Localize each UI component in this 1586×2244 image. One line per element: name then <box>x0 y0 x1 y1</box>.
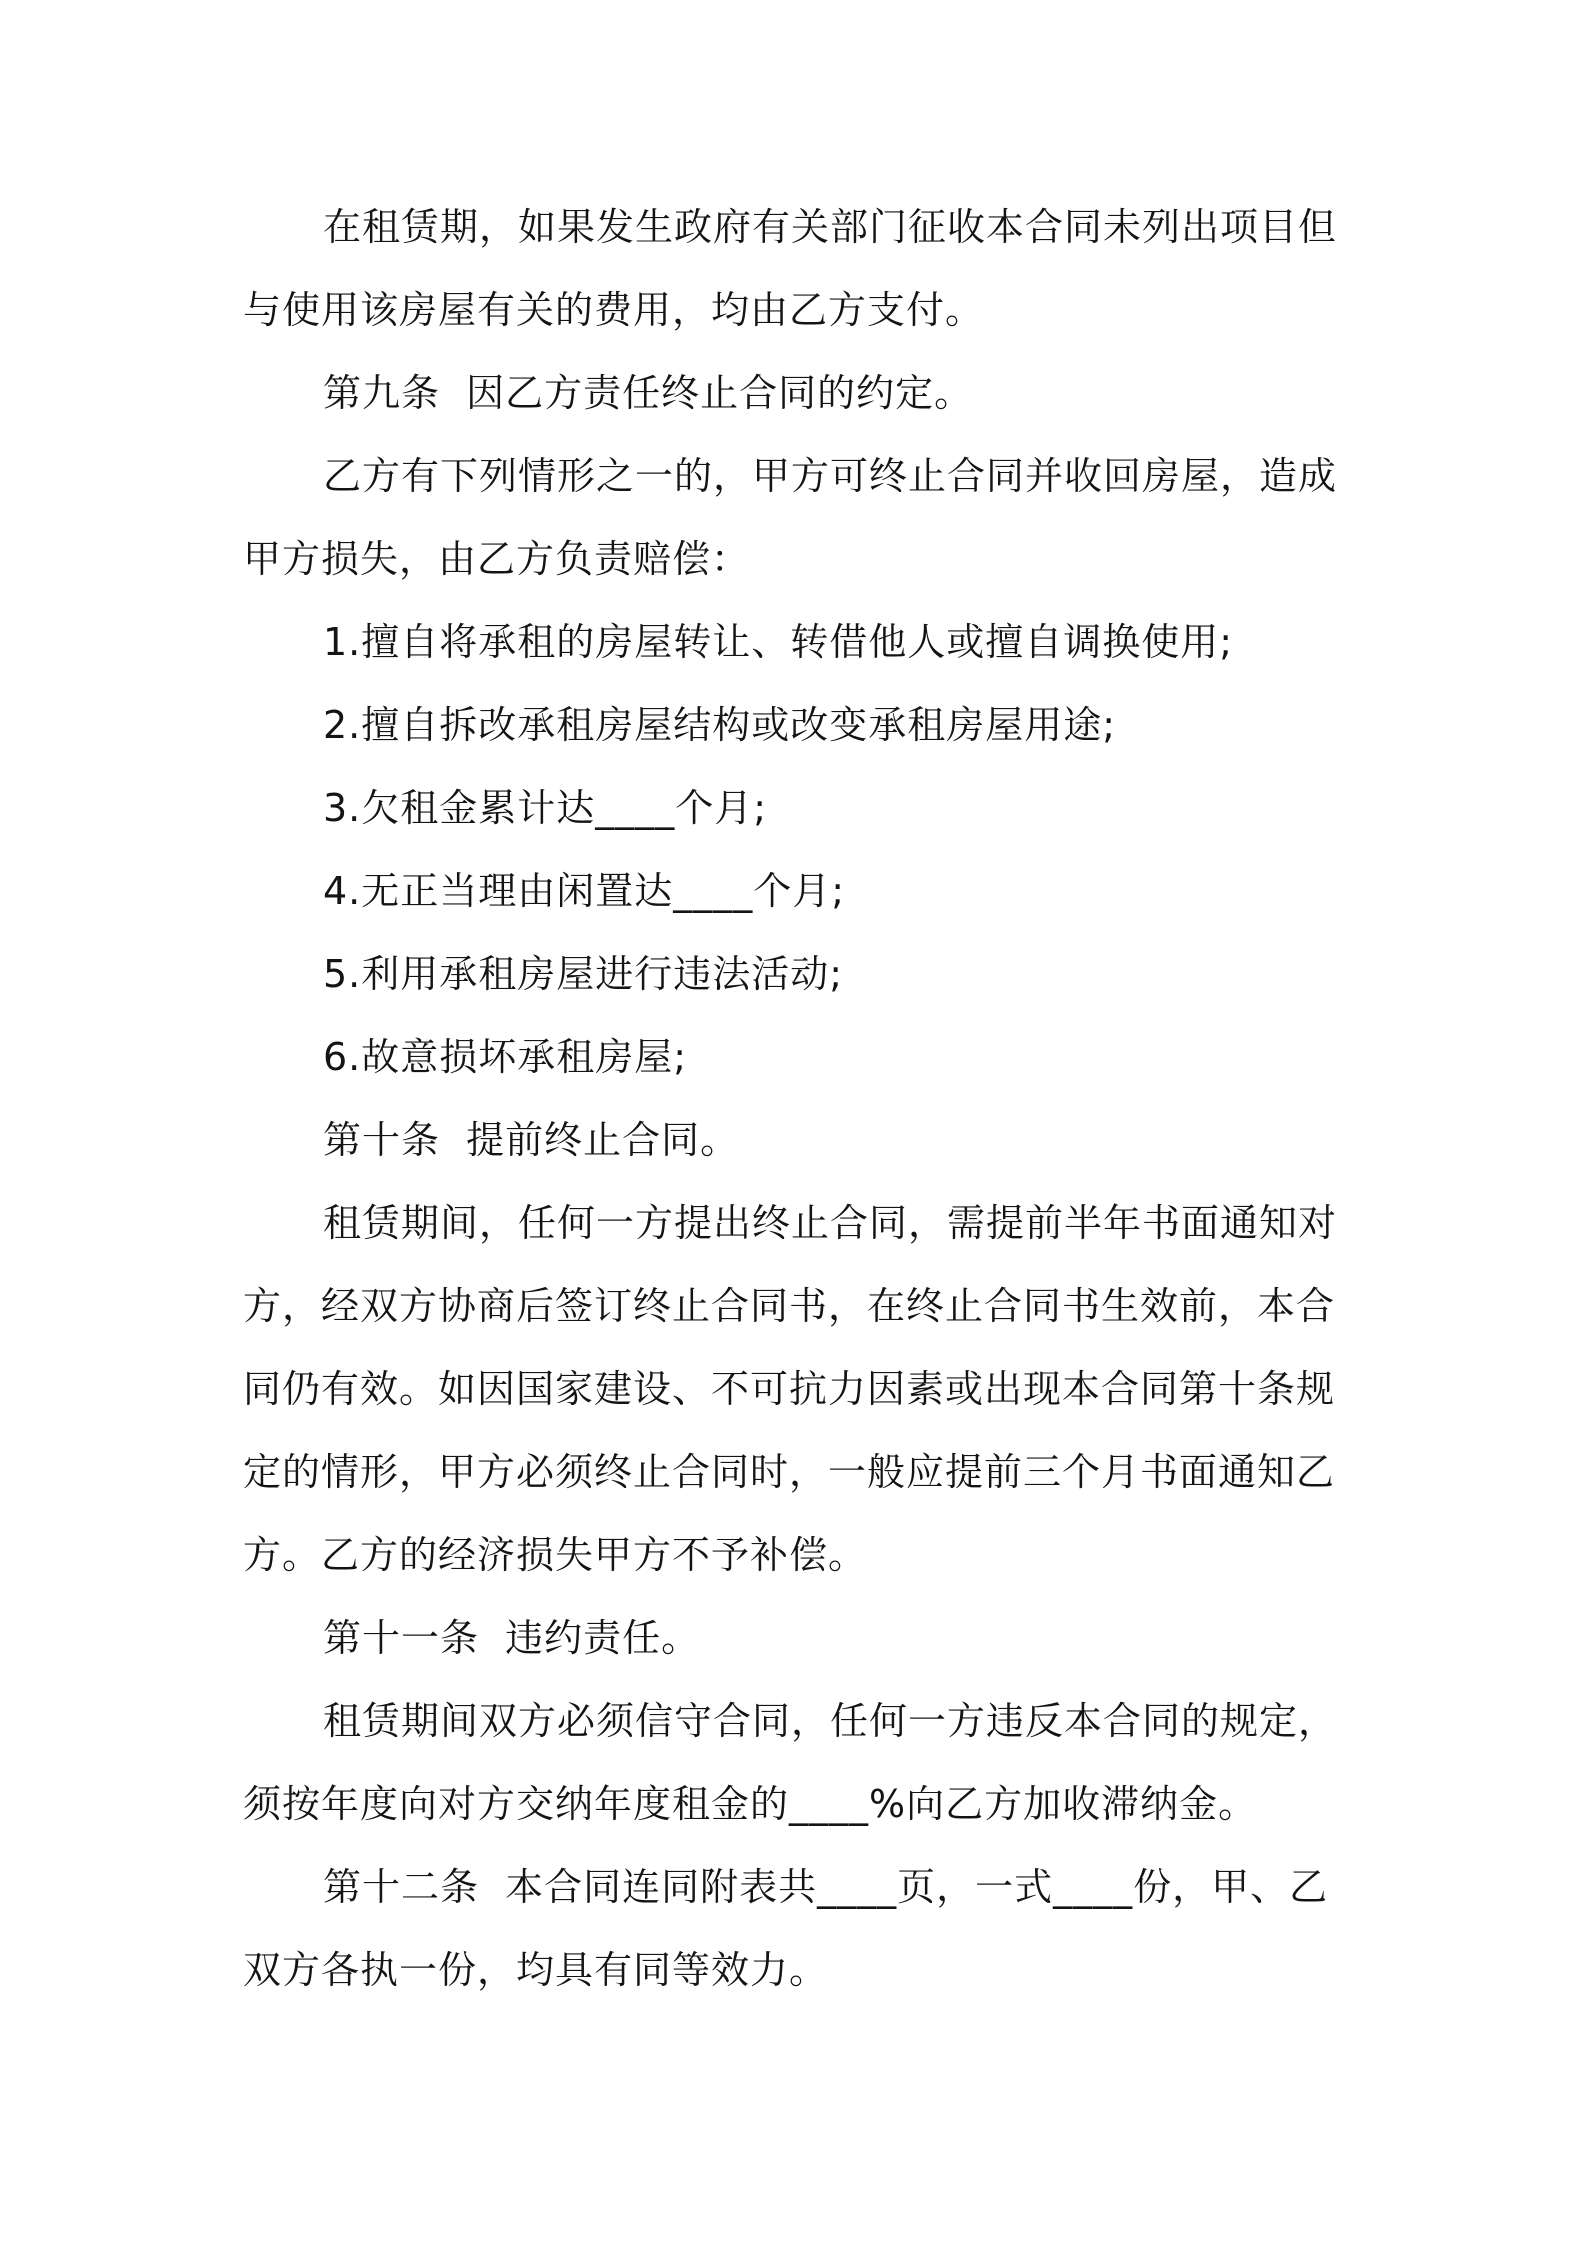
list-item-5: 5.利用承租房屋进行违法活动; <box>323 952 844 996</box>
list-item-3: 3.欠租金累计达____个月; <box>323 786 768 830</box>
article-11-heading: 第十一条 违约责任。 <box>323 1616 701 1660</box>
paragraph-fees: 在租赁期，如果发生政府有关部门征收本合同未列出项目但与使用该房屋有关的费用，均由乙方支付。 <box>243 205 1338 332</box>
article-10-heading: 第十条 提前终止合同。 <box>323 1118 740 1162</box>
paragraph-termination-conditions: 乙方有下列情形之一的，甲方可终止合同并收回房屋，造成甲方损失，由乙方负责赔偿： <box>243 454 1338 581</box>
paragraph-early-termination: 租赁期间，任何一方提出终止合同，需提前半年书面通知对方，经双方协商后签订终止合同书，在终止合同书生效前，本合同仍有效。如因国家建设、不可抗力因素或出现本合同第十条规定的情形，甲方必须终止合同时，一般应提前三个月书面通知乙方。乙方的经济损失甲方不予补偿。 <box>243 1201 1338 1577</box>
article-12-paragraph: 第十二条 本合同连同附表共____页，一式____份，甲、乙双方各执一份，均具有同等效力。 <box>243 1865 1329 1992</box>
paragraph-breach: 租赁期间双方必须信守合同，任何一方违反本合同的规定，须按年度向对方交纳年度租金的____%向乙方加收滞纳金。 <box>243 1699 1338 1826</box>
list-item-2: 2.擅自拆改承租房屋结构或改变承租房屋用途; <box>323 703 1117 747</box>
list-item-1: 1.擅自将承租的房屋转让、转借他人或擅自调换使用; <box>323 620 1234 664</box>
article-9-heading: 第九条 因乙方责任终止合同的约定。 <box>323 371 974 415</box>
list-item-4: 4.无正当理由闲置达____个月; <box>323 869 846 913</box>
list-item-6: 6.故意损坏承租房屋; <box>323 1035 688 1079</box>
